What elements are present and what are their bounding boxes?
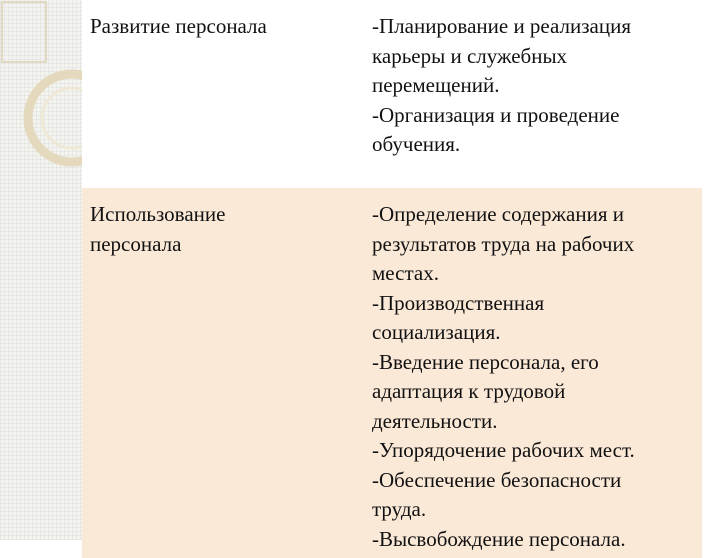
row-description [358,0,702,185]
description-line: деятельности. [372,408,498,433]
description-line: -Введение персонала, его [372,349,599,374]
row-description [358,185,702,558]
decorative-ring-large [28,74,90,162]
description-line: -Упорядочение рабочих мест. [372,438,635,462]
description-line: -Организация и проведение [372,102,620,127]
description-line: результатов труда на рабочих [372,231,635,256]
description-line: обучения. [372,132,461,156]
description-line: адаптация к трудовой [372,379,566,403]
description-line: местах. [372,261,439,285]
decorative-rings [0,0,90,210]
row-label-text: Развитие персонала [90,14,267,38]
row-label [82,185,358,558]
description-line: -Определение содержания и [372,202,624,226]
table-row [82,185,702,558]
description-line: -Обеспечение безопасности [372,467,622,492]
description-line: карьеры и служебных [372,43,568,68]
row-label-text: персонала [90,231,182,256]
description-line: -Планирование и реализация [372,14,631,38]
description-line: -Производственная [372,290,545,315]
description-line: -Высвобождение персонала. [372,526,626,551]
table-row [82,0,702,185]
row-label-text: Использование [90,202,226,226]
description-line: социализация. [372,320,501,344]
row-label [82,0,358,185]
description-line: перемещений. [372,73,500,97]
personnel-table [82,0,702,558]
decorative-square [2,2,46,62]
description-line: труда. [372,497,427,521]
